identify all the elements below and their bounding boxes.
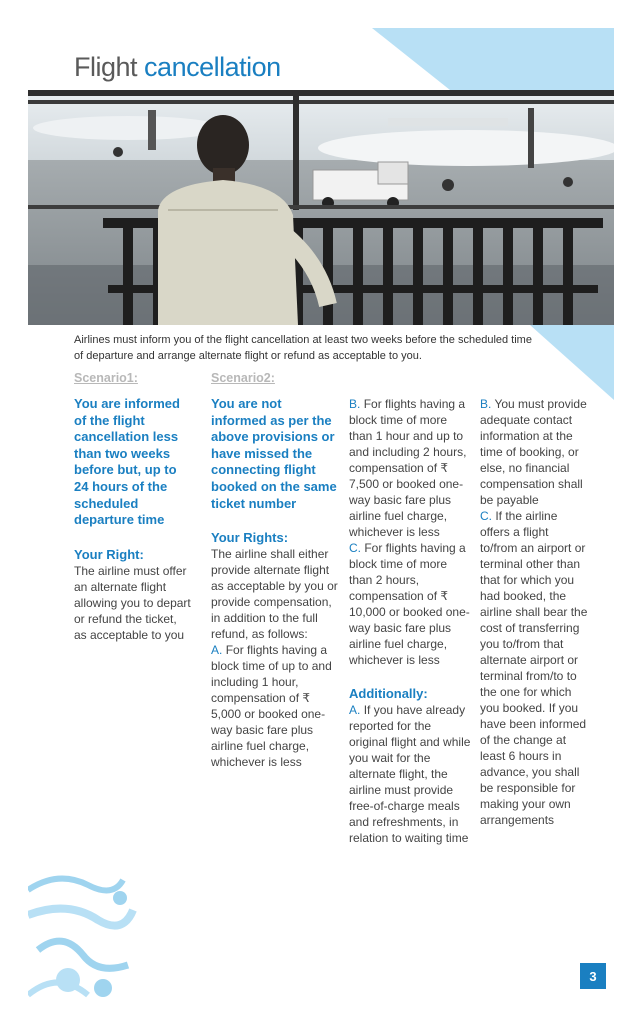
item-a-letter: A. (211, 643, 223, 658)
page-title (74, 52, 281, 83)
page-number-badge: 3 (580, 963, 606, 989)
additional-b (480, 396, 588, 508)
item-c-letter: C. (349, 541, 361, 555)
scenario1-column (74, 396, 192, 643)
scenario1-label: Scenario1: (74, 371, 138, 385)
additional-b-letter: B. (480, 397, 492, 411)
scenario2-rights-text: The airline shall either provide alternate flight as acceptable by you or provide compensation, in addition to the full refund, as follows: (211, 547, 338, 642)
additional-c (480, 508, 588, 828)
scenario2-rights-heading: Your Rights: (211, 530, 289, 546)
swirl-ornament-icon (28, 870, 138, 1000)
scenario1-lead: You are informed of the flight cancellation less than two weeks before but, up to 24 hours of the scheduled departure time (74, 396, 180, 528)
item-b (349, 396, 471, 540)
airport-photo (28, 90, 614, 325)
scenario2-lead: You are not informed as per the above provisions or have missed the connecting flight booked on the same ticket number (211, 396, 337, 511)
additional-b-text: You must provide adequate contact information at the time of booking, or else, no financial compensation shall be payable (480, 397, 587, 507)
scenario1-rights-text: The airline must offer an alternate flight allowing you to depart or refund the ticket, as acceptable to you (74, 563, 191, 642)
scenario1-rights-heading: Your Right: (74, 546, 144, 562)
title-main: Flight (74, 52, 138, 82)
additional-a (349, 702, 471, 846)
column3 (349, 396, 471, 846)
item-b-letter: B. (349, 397, 361, 411)
item-b-text: For flights having a block time of more than 1 hour and up to and including 2 hours, compensation of ₹ 7,500 or booked one-way basic fare plus airline fuel charge, whichever is less (349, 397, 467, 539)
additionally-heading: Additionally: (349, 686, 428, 701)
scenario2-item-a (211, 642, 339, 770)
item-a-text: For flights having a block time of up to and including 1 hour, compensation of ₹ 5,000 or booked one-way basic fare plus airline fuel charge, whichever is less (211, 643, 332, 770)
column4 (480, 396, 588, 828)
title-accent: cancellation (144, 52, 281, 82)
additional-c-text: If the airline offers a flight to/from an airport or terminal other than that for which you had booked, the airline shall bear the cost of transferring you to/from that alternate airport or terminal from/to to the one for which you booked. If you have been informed of the change at least 6 hours in advance, you shall be responsible for making your own arrangements (480, 509, 588, 827)
intro-text: Airlines must inform you of the flight cancellation at least two weeks before the scheduled time of departure and arrange alternate flight or refund as acceptable to you. (74, 334, 532, 362)
scenario2-label: Scenario2: (211, 371, 275, 385)
item-c (349, 540, 471, 668)
additional-a-letter: A. (349, 703, 361, 717)
additional-c-letter: C. (480, 509, 492, 523)
scenario2-column (211, 396, 339, 770)
item-c-text: For flights having a block time of more than 2 hours, compensation of ₹ 10,000 or booked one-way basic fare plus airline fuel charge, whichever is less (349, 541, 470, 667)
additional-a-text: If you have already reported for the original flight and while you wait for the alternate flight, the airline must provide free-of-charge meals and refreshments, in relation to waiting time (349, 703, 471, 845)
